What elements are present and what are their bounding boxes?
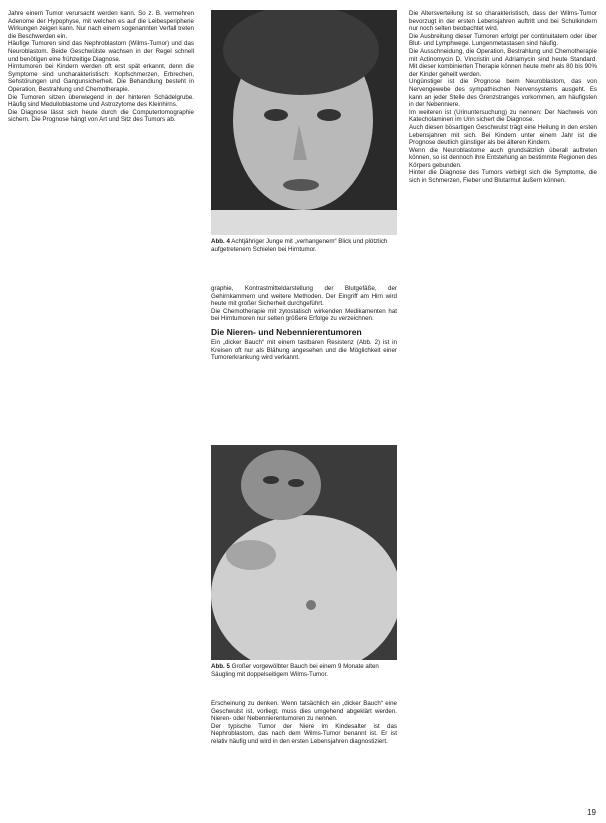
photo-infant-abdomen <box>211 445 397 660</box>
paragraph: graphie, Kontrastmitteldarstellung der Blutgefäße, der Gehirnkammern und weitere Methoden. Der Eingriff am Hirn wird heute mit großer Sicherheit durchgeführt. <box>211 285 397 308</box>
paragraph: Die Tumoren sitzen überwiegend in der hinteren Schädelgrube. Häufig sind Medulloblastome und Astrozytome des Kleinhirns. <box>8 93 194 109</box>
paragraph: Ein „dicker Bauch“ mit einem tastbaren Resistenz (Abb. 2) ist in Kreisen oft nur als Blähung angesehen und die Möglichkeit einer Tumorerkrankung wird verkannt. <box>211 338 397 362</box>
page-number: 19 <box>587 808 596 817</box>
paragraph: Wenn die Neuroblastome auch grundsätzlich überall auftreten können, so ist dennoch ihre Entstehung an bestimmte Regionen des Körpers gebunden. <box>409 146 597 169</box>
text-column-right <box>409 10 597 810</box>
paragraph: Häufige Tumoren sind das Nephroblastom (Wilms-Tumor) und das Neuroblastom. Beide Geschwülste wachsen in der Regel schnell und benötigen eine frühzeitige Diagnose. <box>8 40 194 63</box>
paragraph: Erscheinung zu denken. Wenn tatsächlich ein „dicker Bauch“ eine Geschwulst ist, vorliegt, muss dies umgehend abgeklärt werden. Nieren- oder Nebennierentumoren zu nennen. <box>211 700 397 723</box>
photo-child-portrait <box>211 10 397 235</box>
figure-caption: Abb. 4 Achtjähriger Junge mit „verhangenem“ Blick und plötzlich aufgetretenem Schielen bei Hirntumor. <box>211 238 388 253</box>
text-column-left <box>8 10 194 810</box>
paragraph: Im weiteren ist (Urinuntersuchung) zu nennen: Der Nachweis von Katecholaminen im Urin sichert die Diagnose. <box>409 108 597 124</box>
paragraph: Ungünstiger ist die Prognose beim Neuroblastom, das von Nervengewebe des sympathischen Nervensystems ausgeht. Es kann an jeder Stelle des Grenzstranges vorkommen, am häufigsten in der Nebenniere. <box>409 78 597 109</box>
paragraph: Jahre einem Tumor verursacht werden kann. So z. B. vermehren Adenome der Hypophyse, mit welchen es auf die Leibesperipherie Wirkungen zeigen kann. Nur nach einem sogenannten Verfall treten die Beschwerden ein. <box>8 10 194 40</box>
paragraph: Hirntumoren bei Kindern werden oft erst spät erkannt, denn die Symptome sind uncharakteristisch: Kopfschmerzen, Erbrechen, Sehstörungen und Gangunsicherheit. Die Behandlung besteht in Operation, Bestrahlung und Chemotherapie. <box>8 63 194 93</box>
paragraph: Die Ausbreitung dieser Tumoren erfolgt per continuitatem oder über Blut- und Lymphwege. Lungenmetastasen sind häufig. <box>409 32 597 48</box>
paragraph: Hinter die Diagnose des Tumors verbirgt sich die Symptome, die sich in Schmerzen, Fieber und Blutarmut äußern können. <box>409 169 597 185</box>
section-heading: Die Nieren- und Nebennierentumoren <box>211 326 362 337</box>
paragraph: Auch diesen bösartigen Geschwulst trägt eine Heilung in den ersten Lebensjahren mit sich. Bei Kindern unter einem Jahr ist die Prognose deutlich günstiger als bei älteren Kindern. <box>409 123 597 147</box>
paragraph: Die Altersverteilung ist so charakteristisch, dass der Wilms-Tumor bevorzugt in der ersten Lebensjahren auftritt und bei Schulkindern nur noch selten beobachtet wird. <box>409 10 597 33</box>
paragraph: Die Chemotherapie mit zytostatisch wirkenden Medikamenten hat bei Hirntumoren nur selten größere Erfolge zu verzeichnen. <box>211 307 397 323</box>
figure-caption: Abb. 5 Großer vorgewölbter Bauch bei einem 9 Monate alten Säugling mit doppelseitigem Wilms-Tumor. <box>211 663 379 678</box>
text-column-middle-bottom <box>211 700 397 812</box>
text-column-middle-top <box>211 285 397 400</box>
paragraph: Der typische Tumor der Niere im Kindesalter ist das Nephroblastom, das nach dem Wilms-Tumor benannt ist. Er ist relativ häufig und wird in den ersten Lebensjahren diagnostiziert. <box>211 722 397 745</box>
paragraph: Die Ausschneidung, die Operation, Bestrahlung und Chemotherapie mit Actinomycin D, Vincristin und Adriamycin sind heute Standard. Mit dieser kombinierten Therapie können heute mehr als 80 bis 90% der Kinder geheilt werden. <box>409 47 597 78</box>
paragraph: Die Diagnose lässt sich heute durch die Computertomographie sichern. Die Prognose hängt von Art und Sitz des Tumors ab. <box>8 108 194 124</box>
